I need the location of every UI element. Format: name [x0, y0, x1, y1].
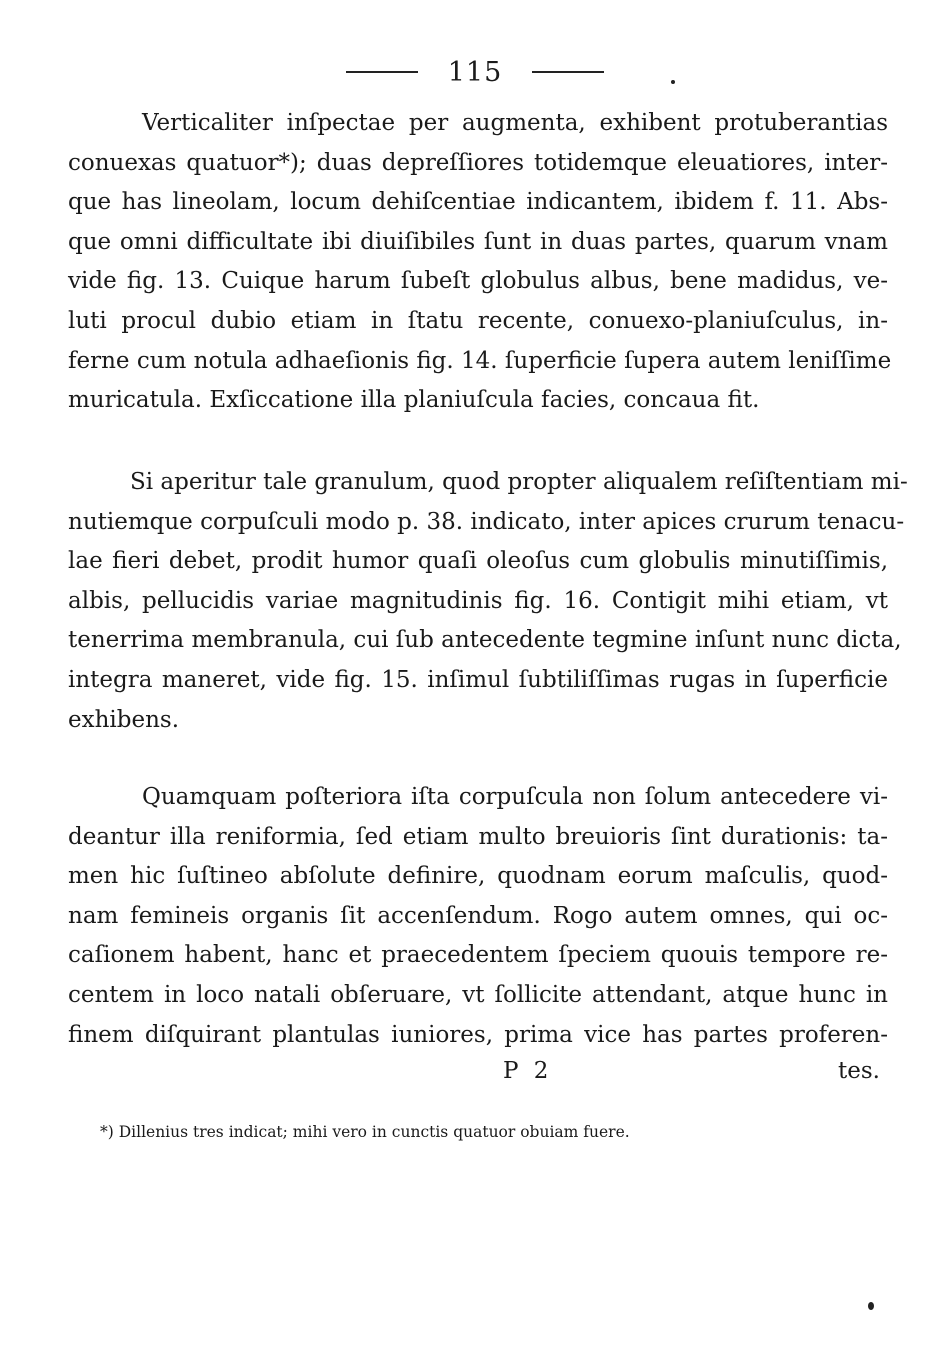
text-line: centem in loco natali obſeruare, vt ſollicite attendant, atque hunc in	[68, 981, 888, 1008]
text-line: ferne cum notula adhaeſionis fig. 14. ſuperficie ſupera autem leniſſime	[68, 347, 892, 374]
text-line: exhibens.	[68, 706, 180, 733]
text-line: luti procul dubio etiam in ſtatu recente, conuexo-planiuſculus, in-	[68, 307, 888, 334]
page-header	[0, 52, 950, 92]
signature-mark: P 2	[503, 1058, 553, 1084]
text-line: tenerrima membranula, cui ſub antecedente tegmine inſunt nunc dicta,	[68, 627, 902, 654]
header-rule-right	[532, 71, 604, 73]
ink-speck	[671, 80, 675, 84]
text-line: lae fieri debet, prodit humor quaſi oleoſus cum globulis minutiſſimis,	[68, 548, 888, 575]
text-line: vide fig. 13. Cuique harum ſubeſt globulus albus, bene madidus, ve-	[68, 268, 888, 295]
text-line: que omni difficultate ibi diuiſibiles ſunt in duas partes, quarum vnam	[68, 228, 888, 255]
paragraph-2	[68, 463, 908, 740]
ink-speck	[868, 1302, 874, 1310]
text-line: Si aperitur tale granulum, quod propter aliqualem reſiſtentiam mi-	[130, 469, 908, 495]
text-line: integra maneret, vide fig. 15. inſimul ſubtiliſſimas rugas in ſuperficie	[68, 666, 888, 693]
text-line: finem diſquirant plantulas iuniores, prima vice has partes proferen-	[68, 1021, 888, 1048]
text-line: nam femineis organis ſit accenſendum. Rogo autem omnes, qui oc-	[68, 902, 888, 929]
text-line: albis, pellucidis variae magnitudinis fig. 16. Contigit mihi etiam, vt	[68, 587, 888, 614]
text-line: que has lineolam, locum dehiſcentiae indicantem, ibidem f. 11. Abs-	[68, 189, 888, 216]
catchword: tes.	[838, 1058, 880, 1084]
header-rule-left	[346, 71, 418, 73]
page-number: 115	[447, 56, 503, 88]
text-line: men hic ſuſtineo abſolute definire, quodnam eorum maſculis, quod-	[68, 863, 888, 890]
text-line: nutiemque corpuſculi modo p. 38. indicato, inter apices crurum tenacu-	[68, 508, 905, 535]
text-line: caſionem habent, hanc et praecedentem ſpeciem quouis tempore re-	[68, 942, 888, 969]
text-line: deantur illa reniformia, ſed etiam multo breuioris ſint durationis: ta-	[68, 823, 888, 850]
paragraph-1	[68, 104, 892, 421]
footnote: *) Dillenius tres indicat; mihi vero in cunctis quatuor obuiam fuere.	[100, 1123, 630, 1141]
paragraph-3	[68, 778, 888, 1055]
text-line: Verticaliter inſpectae per augmenta, exhibent protuberantias	[142, 110, 888, 136]
text-line: muricatula. Exſiccatione illa planiuſcula facies, concaua fit.	[68, 387, 760, 414]
text-line: conuexas quatuor*); duas depreſſiores totidemque eleuatiores, inter-	[68, 149, 888, 176]
text-line: Quamquam poſteriora iſta corpuſcula non ſolum antecedere vi-	[142, 784, 888, 810]
